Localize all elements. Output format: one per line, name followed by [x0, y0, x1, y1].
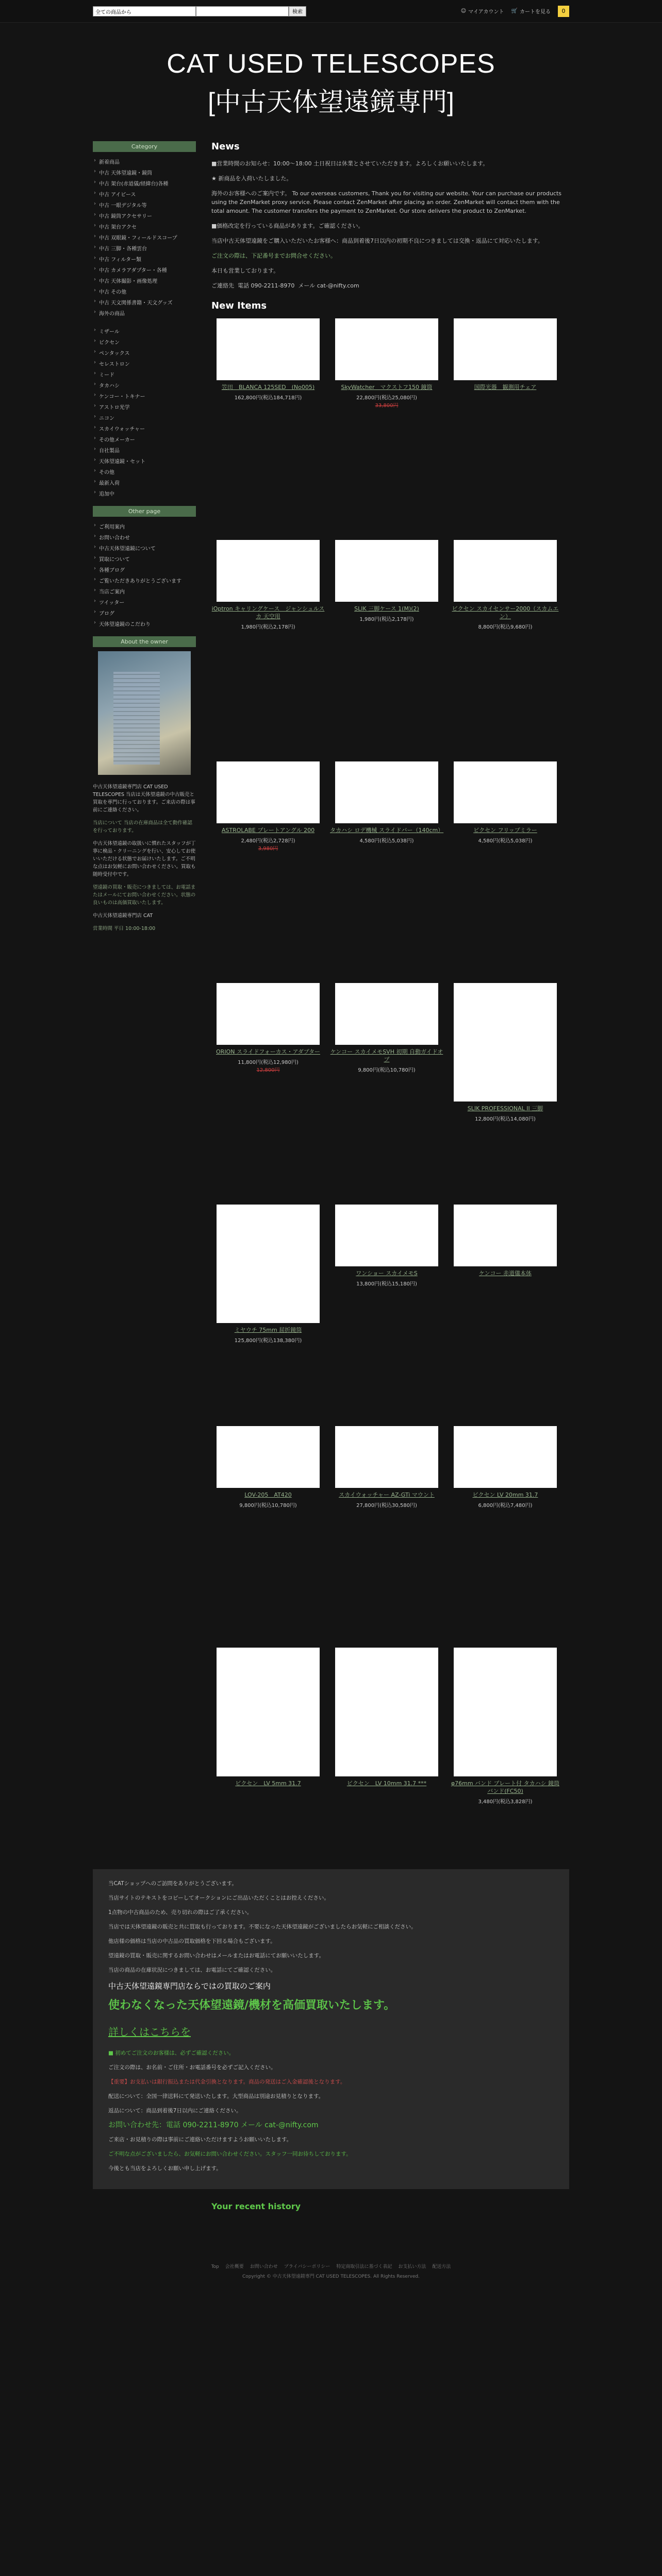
contact-line	[211, 281, 569, 290]
sidebar-maker-link[interactable]: › 最新入荷	[93, 477, 196, 488]
sidebar-category-link[interactable]: › 中古 天体望遠鏡・鏡筒	[93, 167, 196, 178]
footer-link[interactable]: プライバシーポリシー	[284, 2264, 330, 2269]
footer-link[interactable]: 配送方法	[432, 2264, 451, 2269]
phone-label: ご連絡先	[211, 282, 234, 289]
product-name-link[interactable]: ワンショー スカイメモS	[356, 1270, 418, 1277]
content-layout	[0, 141, 662, 1864]
product-name-link[interactable]: ケンコー スカイメモSVH 初期 自動ガイドオプ	[330, 1048, 443, 1063]
product-card[interactable]	[330, 1648, 443, 1864]
buyback-details-link[interactable]: 詳しくはこちらを	[108, 2026, 191, 2038]
sidebar-category-link[interactable]: › 中古 その他	[93, 286, 196, 297]
product-old-price: 33,800円	[375, 403, 399, 409]
product-name-link[interactable]: φ76mm バンド プレート付 タカハシ 鏡筒バンド(FC50)	[451, 1780, 560, 1794]
other-page-heading: Other page	[93, 506, 196, 517]
product-price: 22,800円(税込25,080円)	[356, 395, 417, 401]
sidebar-maker-link[interactable]: › その他	[93, 466, 196, 477]
product-name-link[interactable]: iOptron キャリングケース ジャンシュルスカ 天空用	[211, 605, 325, 620]
footer-link[interactable]: お問い合わせ	[250, 2264, 278, 2269]
product-old-price: 12,800円	[256, 1067, 280, 1073]
product-image[interactable]	[454, 761, 557, 823]
sidebar-page-link[interactable]: › 天体望遠鏡のこだわり	[93, 618, 196, 629]
user-icon: ☺	[460, 8, 467, 14]
info-text: 当CATショップへのご訪問をありがとうございます。	[108, 1880, 237, 1887]
info-text: ご注文の際は、お名前・ご住所・お電話番号を必ずご記入ください。	[108, 2064, 276, 2071]
account-links	[461, 6, 569, 17]
product-price: 162,800円(税込184,718円)	[234, 395, 302, 401]
sidebar-category-link[interactable]: › 中古 鏡筒アクセサリー	[93, 210, 196, 221]
shop-text: 中古天体望遠鏡の取扱いに慣れたスタッフが丁寧に検品・クリーニングを行い、安心してお使いいただける状態でお届けいたします。ご不明な点はお気軽にお問い合わせください。買取も随時受付中です。	[93, 841, 196, 877]
cart-icon: 🛒	[511, 8, 518, 14]
product-card[interactable]	[449, 761, 562, 978]
info-text: ご不明な点がございましたら、お気軽にお問い合わせください。スタッフ一同お待ちしております。	[108, 2151, 352, 2157]
sidebar-maker-link[interactable]: › 自社製品	[93, 445, 196, 455]
info-text: 配送について：全国一律送料にて発送いたします。大型商品は別途お見積りとなります。	[108, 2093, 324, 2099]
cart-count-badge[interactable]: 0	[558, 6, 569, 17]
product-price: 3,480円(税込3,828円)	[478, 1799, 533, 1805]
product-name-link[interactable]: 国際光器 観測用チェア	[474, 384, 537, 391]
sidebar-page-link[interactable]: › 各種ブログ	[93, 564, 196, 575]
sidebar-page-link[interactable]: › 当店ご案内	[93, 586, 196, 597]
product-name-link[interactable]: 笠田 BLANCA 125SED (No005)	[221, 384, 315, 391]
product-name-link[interactable]: ミヤウチ 75mm 屈折鏡筒	[234, 1327, 302, 1333]
product-name-link[interactable]: SkyWatcher マクストフ150 鏡筒	[341, 384, 433, 391]
news-item: 海外のお客様へのご案内です。 To our overseas customers, Thank you for visiting our website. Your can purchase our products using the ZenMarket proxy service. Please contact ZenMarket after placing an order. ZenMarket will contact them with the total amount. The customer transfers the payment to ZenMarket. Our store delivers the product to ZenMarket.	[211, 190, 562, 214]
sidebar-maker-link[interactable]: › アストロ光学	[93, 401, 196, 412]
footer-link[interactable]: Top	[211, 2264, 219, 2269]
sidebar	[93, 141, 196, 1864]
news-item: 本日も営業しております。	[211, 267, 279, 274]
product-image[interactable]	[454, 1426, 557, 1488]
info-text: 返品について：商品到着後7日以内にご連絡ください。	[108, 2108, 242, 2114]
site-header	[0, 23, 662, 141]
product-image[interactable]	[217, 983, 320, 1045]
sidebar-category-link[interactable]: › 海外の商品	[93, 308, 196, 318]
recent-history	[211, 2201, 569, 2258]
news-heading: News	[211, 141, 240, 152]
site-title[interactable]: CAT USED TELESCOPES	[167, 49, 495, 79]
product-card[interactable]	[211, 318, 325, 535]
search-input[interactable]	[196, 6, 289, 16]
product-card[interactable]	[449, 318, 562, 535]
sidebar-category-link[interactable]: › 中古 アイピース	[93, 189, 196, 199]
product-card[interactable]	[211, 540, 325, 756]
main-content	[211, 141, 569, 1864]
info-text: 今後とも当店をよろしくお願い申し上げます。	[108, 2165, 222, 2172]
info-text: 望遠鏡の買取・販売に関するお問い合わせはメールまたはお電話にてお願いいたします。	[108, 1953, 324, 1959]
sidebar-category-link[interactable]: › 中古 三脚・各種雲台	[93, 243, 196, 253]
product-price: 2,480円(税込2,728円)	[241, 838, 295, 844]
sidebar-category-link[interactable]: › 新着商品	[93, 156, 196, 167]
product-name-link[interactable]: ビクセン フリップミラー	[473, 827, 537, 834]
product-image[interactable]	[217, 318, 320, 380]
phone-number[interactable]: 電話 090-2211-8970	[238, 282, 295, 289]
sidebar-page-link[interactable]: › ブログ	[93, 607, 196, 618]
product-old-price: 3,980円	[258, 846, 278, 852]
my-account-label: マイアカウント	[468, 9, 504, 15]
product-price: 9,800円(税込10,780円)	[358, 1067, 416, 1073]
product-image[interactable]	[335, 1426, 438, 1488]
product-price: 6,800円(税込7,480円)	[478, 1503, 533, 1509]
product-card[interactable]	[330, 318, 443, 535]
sidebar-maker-link[interactable]: › 天体望遠鏡・セット	[93, 455, 196, 466]
product-image[interactable]	[217, 1205, 320, 1323]
product-image[interactable]	[454, 983, 557, 1101]
sidebar-category-link[interactable]: › 中古 天文関係書籍・天文グッズ	[93, 297, 196, 308]
product-name-link[interactable]: LOV-205 AT420	[244, 1492, 292, 1498]
copyright: Copyright © 中古天体望遠鏡専門 CAT USED TELESCOPES. All Rights Reserved.	[242, 2274, 420, 2279]
product-price: 1,980円(税込2,178円)	[241, 624, 295, 630]
product-card[interactable]	[449, 983, 562, 1199]
news-list	[211, 159, 569, 290]
sidebar-category-link[interactable]: › 中古 カメラアダプター・各種	[93, 264, 196, 275]
product-name-link[interactable]: SLIK PROFESSIONAL II 三脚	[467, 1105, 543, 1112]
product-price: 12,800円(税込14,080円)	[475, 1116, 536, 1122]
sidebar-category-link[interactable]: › 中古 フィルター類	[93, 253, 196, 264]
shop-text: 当店について 当店の在庫商品は全て動作確認を行っております。	[93, 820, 192, 834]
product-card[interactable]	[211, 983, 325, 1199]
search-button[interactable]: 検索	[289, 6, 306, 16]
product-image[interactable]	[335, 318, 438, 380]
sidebar-maker-link[interactable]: › ペンタックス	[93, 347, 196, 358]
top-bar	[0, 0, 662, 23]
product-card[interactable]	[330, 540, 443, 756]
product-image[interactable]	[335, 983, 438, 1045]
product-image[interactable]	[217, 761, 320, 823]
product-image[interactable]	[454, 318, 557, 380]
footer-link[interactable]: 特定商取引法に基づく表記	[336, 2264, 392, 2269]
product-card[interactable]	[449, 1205, 562, 1421]
product-image[interactable]	[335, 1205, 438, 1266]
sidebar-maker-link[interactable]: › その他メーカー	[93, 434, 196, 445]
news-item: ■価格改定を行っている商品があります。ご確認ください。	[211, 223, 364, 229]
product-price: 13,800円(税込15,180円)	[356, 1281, 417, 1287]
info-contact: お問い合わせ先：電話 090-2211-8970 メール cat-@nifty.com	[108, 2121, 319, 2129]
product-name-link[interactable]: ビクセン LV 5mm 31.7	[235, 1780, 301, 1787]
info-block	[93, 1869, 569, 2189]
buyback-headline: 使わなくなった天体望遠鏡/機材を高価買取いたします。	[108, 1999, 395, 2012]
product-name-link[interactable]: タカハシ ロデ機械 スライドバー（140cm）	[330, 827, 444, 834]
sidebar-page-link[interactable]: › お問い合わせ	[93, 532, 196, 543]
other-page-list	[93, 521, 196, 629]
shop-text: 望遠鏡の買取・販売につきましては、お電話またはメールにてお問い合わせください。状態の良いものは高価買取いたします。	[93, 885, 196, 906]
category-heading: Category	[93, 141, 196, 152]
category-list	[93, 156, 196, 318]
product-price: 8,800円(税込9,680円)	[478, 624, 533, 630]
product-card[interactable]	[211, 1205, 325, 1421]
footer-link[interactable]: お支払い方法	[398, 2264, 426, 2269]
sidebar-maker-link[interactable]: › セレストロン	[93, 358, 196, 369]
product-name-link[interactable]: SLIK 三脚ケース 1(M)(2)	[354, 605, 419, 612]
product-card[interactable]	[211, 1426, 325, 1642]
new-items-heading: New Items	[211, 300, 267, 311]
product-name-link[interactable]: ビクセン LV 10mm 31.7 ***	[346, 1780, 427, 1787]
shop-text: 営業時間 平日 10:00-18:00	[93, 926, 156, 931]
product-grid	[211, 318, 569, 1864]
product-price: 125,800円(税込138,380円)	[234, 1338, 302, 1344]
product-name-link[interactable]: ビクセン LV 20mm 31.7	[472, 1492, 538, 1498]
sidebar-maker-link[interactable]: › 追加中	[93, 488, 196, 499]
product-image[interactable]	[335, 761, 438, 823]
info-text: 当店サイトのテキストをコピーしてオークションにご出品いただくことはお控えください。	[108, 1895, 329, 1901]
product-image[interactable]	[454, 540, 557, 602]
sidebar-category-link[interactable]: › 中古 双眼鏡・フィールドスコープ	[93, 232, 196, 243]
sidebar-category-link[interactable]: › 中古 架台アクセ	[93, 221, 196, 232]
category-select[interactable]: 全ての商品から	[93, 6, 196, 16]
product-image[interactable]	[335, 540, 438, 602]
email-address[interactable]: メール cat-@nifty.com	[298, 282, 359, 289]
sidebar-maker-link[interactable]: › ミード	[93, 369, 196, 380]
site-subtitle: [中古天体望遠鏡専門]	[208, 88, 454, 116]
sidebar-page-link[interactable]: › ツイッター	[93, 597, 196, 607]
product-price: 11,800円(税込12,980円)	[238, 1060, 299, 1065]
product-price: 4,580円(税込5,038円)	[359, 838, 414, 844]
product-price: 27,800円(税込30,580円)	[356, 1503, 417, 1509]
recent-history-area	[211, 2211, 569, 2258]
product-card[interactable]	[330, 1205, 443, 1421]
product-image[interactable]	[454, 1205, 557, 1266]
footer	[0, 2258, 662, 2284]
product-image[interactable]	[335, 1648, 438, 1776]
info-text: 他店様の価格は当店の中古品の買取価格を下回る場合もございます。	[108, 1938, 276, 1944]
product-price: 4,580円(税込5,038円)	[478, 838, 533, 844]
news-item: 当店中古天体望遠鏡をご購入いただいたお客様へ：商品到着後7日以内の初期不良につきましては交換・返品にて対応いたします。	[211, 238, 543, 244]
sidebar-category-link[interactable]: › 中古 架台(赤道儀/経緯台)各種	[93, 178, 196, 189]
news-item: ★ 新商品を入荷いたしました。	[211, 175, 292, 182]
product-image[interactable]	[217, 1426, 320, 1488]
product-card[interactable]	[330, 983, 443, 1199]
news-item: ■営業時間のお知らせ：10:00〜18:00 土日祝日は休業とさせていただきます。よろしくお願いいたします。	[211, 160, 489, 167]
sidebar-maker-link[interactable]: › ビクセン	[93, 336, 196, 347]
info-text: ■ 初めてご注文のお客様は、必ずご確認ください。	[108, 2050, 235, 2056]
recent-history-heading: Your recent history	[211, 2201, 301, 2211]
sidebar-maker-link[interactable]: › スカイウォッチャー	[93, 423, 196, 434]
info-text: 当店の商品の在庫状況につきましては、お電話にてご確認ください。	[108, 1967, 276, 1973]
sidebar-category-link[interactable]: › 中古 一眼デジタル等	[93, 199, 196, 210]
info-text: ご来店・お見積りの際は事前にご連絡いただけますようお願いいたします。	[108, 2137, 292, 2143]
product-name-link[interactable]: ORION スライドフォーカス・アダプター	[216, 1048, 320, 1055]
sidebar-page-link[interactable]: › 中古天体望遠鏡について	[93, 543, 196, 553]
maker-list	[93, 326, 196, 499]
search-bar	[93, 6, 306, 16]
product-image[interactable]	[454, 1648, 557, 1776]
my-account-link[interactable]	[461, 7, 504, 15]
shop-photo	[98, 651, 191, 775]
sidebar-page-link[interactable]: › ご覧いただきありがとうございます	[93, 575, 196, 586]
footer-link[interactable]: 会社概要	[225, 2264, 244, 2269]
sidebar-page-link[interactable]: › 買取について	[93, 553, 196, 564]
product-card[interactable]	[211, 1648, 325, 1864]
sidebar-maker-link[interactable]: › タカハシ	[93, 380, 196, 391]
product-card[interactable]	[449, 1426, 562, 1642]
news-item: ご注文の際は、下記番号までお問合せください。	[211, 252, 336, 259]
product-price: 1,980円(税込2,178円)	[359, 617, 414, 622]
buyback-heading: 中古天体望遠鏡専門店ならではの買取のご案内	[108, 1981, 271, 1991]
info-text: 1点物の中古商品のため、売り切れの際はご了承ください。	[108, 1909, 253, 1916]
footer-links	[0, 2263, 662, 2269]
product-card[interactable]	[330, 1426, 443, 1642]
shop-text: 中古天体望遠鏡専門店 CAT	[93, 913, 153, 919]
sidebar-maker-link[interactable]: › ケンコー・トキナー	[93, 391, 196, 401]
product-card[interactable]	[211, 761, 325, 978]
product-name-link[interactable]: ASTROLABE プレートアングル 200	[221, 827, 315, 834]
product-price: 9,800円(税込10,780円)	[239, 1503, 297, 1509]
sidebar-maker-link[interactable]: › ミザール	[93, 326, 196, 336]
product-image[interactable]	[217, 1648, 320, 1776]
product-name-link[interactable]: ビクセン スカイセンサー2000（スカムエン）	[452, 605, 559, 620]
product-name-link[interactable]: ケンコー 赤道儀本体	[479, 1270, 532, 1277]
sidebar-page-link[interactable]: › ご利用案内	[93, 521, 196, 532]
product-card[interactable]	[330, 761, 443, 978]
product-card[interactable]	[449, 1648, 562, 1864]
sidebar-maker-link[interactable]: › ニコン	[93, 412, 196, 423]
product-card[interactable]	[449, 540, 562, 756]
info-text: 【重要】お支払いは銀行振込または代金引換となります。商品の発送はご入金確認後となります。	[108, 2079, 346, 2085]
info-text: 当店では天体望遠鏡の販売と共に買取も行っております。不要になった天体望遠鏡がございましたらお気軽にご相談ください。	[108, 1924, 417, 1930]
product-name-link[interactable]: スカイウォッチャー AZ-GTi マウント	[339, 1492, 435, 1498]
sidebar-category-link[interactable]: › 中古 天体撮影・画像処理	[93, 275, 196, 286]
product-image[interactable]	[217, 540, 320, 602]
cart-link[interactable]	[511, 7, 551, 15]
cart-label: カートを見る	[520, 9, 551, 15]
shop-text: 中古天体望遠鏡専門店 CAT USED TELESCOPES 当店は天体望遠鏡の中古販売と買取を専門に行っております。ご来店の際は事前にご連絡ください。	[93, 784, 195, 813]
shop-heading: About the owner	[93, 636, 196, 647]
